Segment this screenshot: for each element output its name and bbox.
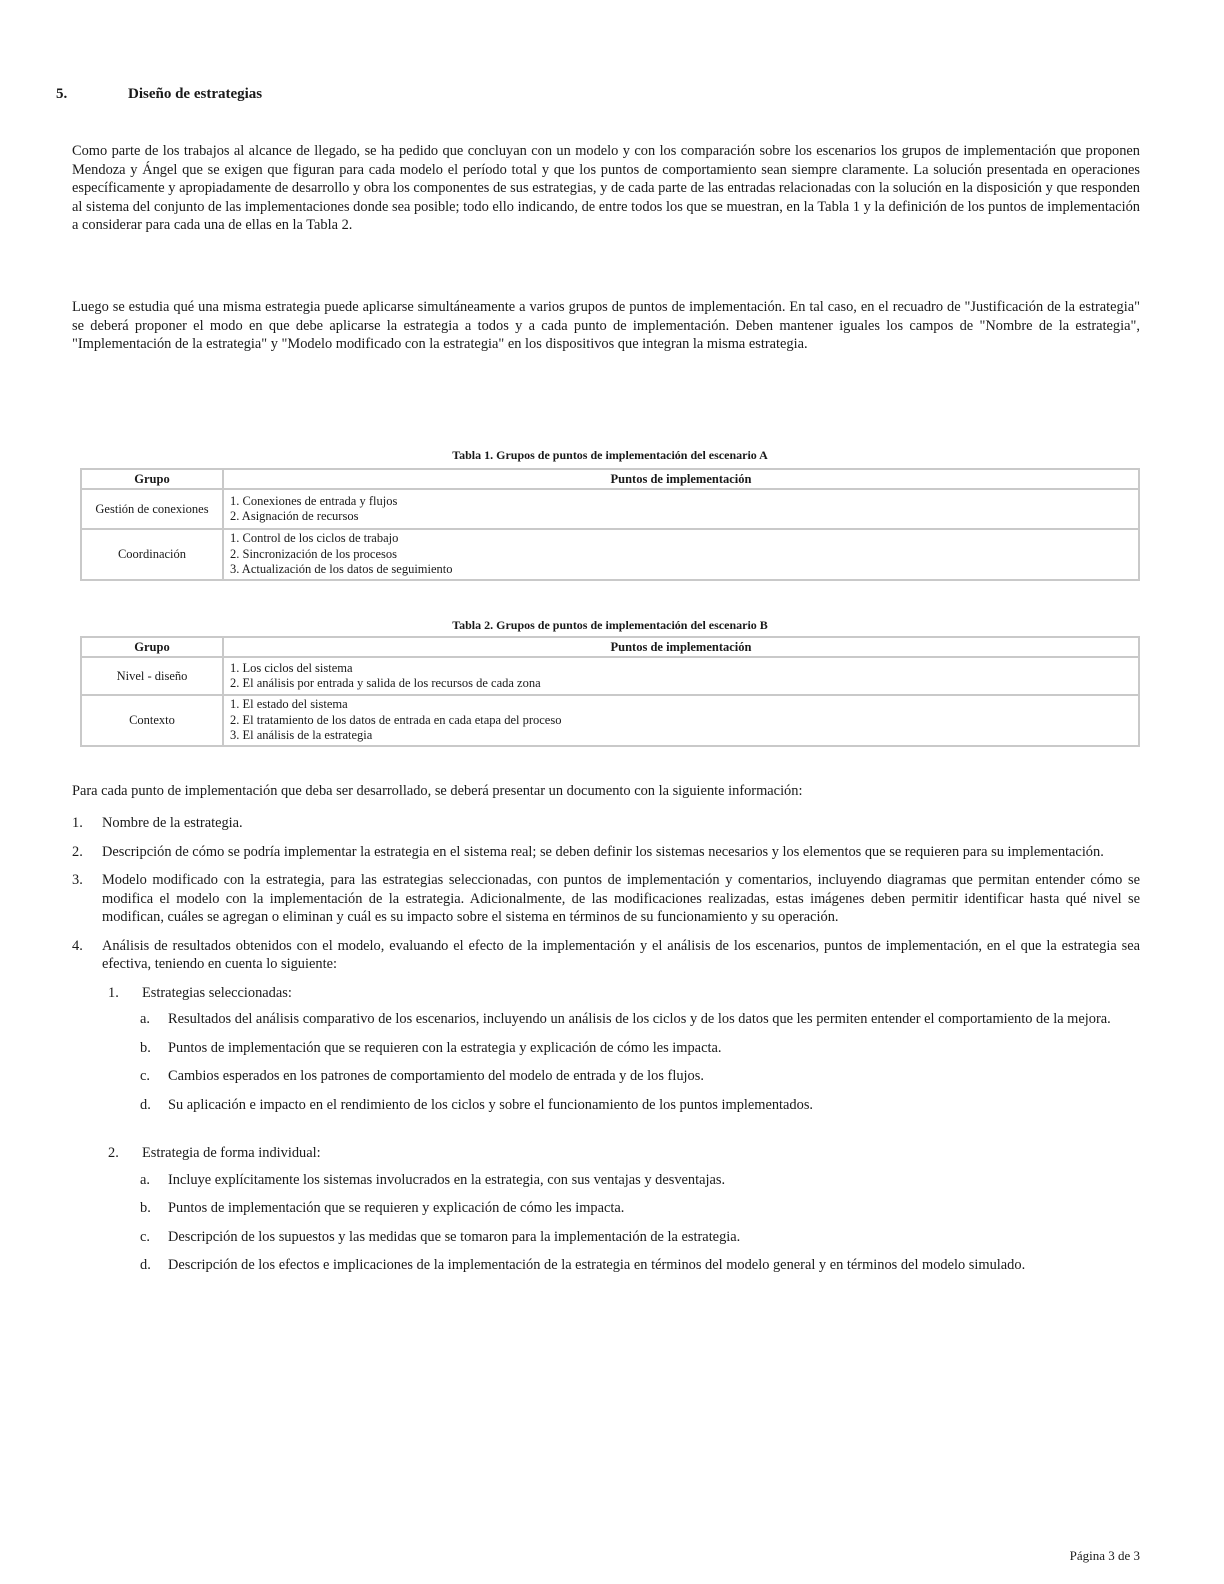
table-header-row (81, 469, 1139, 489)
sublist-title: Estrategias seleccionadas: (142, 984, 292, 1001)
points-cell (223, 529, 1139, 580)
section-number: 5. (56, 86, 68, 102)
point-item: 3. Actualización de los datos de seguimiento (230, 562, 453, 576)
group-cell: Gestión de conexiones (81, 489, 223, 529)
list-number: 1. (72, 815, 83, 831)
sublist-item (140, 1010, 1140, 1029)
group-cell: Coordinación (81, 529, 223, 580)
table-row (81, 489, 1139, 529)
requirements-list (72, 814, 1140, 1285)
list-number: 2. (72, 843, 83, 860)
point-item: 1. Los ciclos del sistema (230, 660, 353, 675)
group-cell: Nivel - diseño (81, 657, 223, 695)
point-item: 1. Conexiones de entrada y flujos (230, 493, 398, 508)
sublist-selected-strategies (108, 984, 1140, 1115)
sublist-letter: a. (140, 1171, 150, 1188)
sublist-item (140, 1067, 1140, 1086)
table-row (81, 657, 1139, 695)
sublist-letter: b. (140, 1039, 151, 1056)
table-row (81, 695, 1139, 746)
sublist-item (140, 1256, 1140, 1275)
sublist-text: Cambios esperados en los patrones de comportamiento del modelo de entrada y de los flujos. (168, 1068, 704, 1084)
list-number: 3. (72, 872, 83, 888)
list-text: Descripción de cómo se podría implementar la estrategia en el sistema real; se deben definir los sistemas necesarios y los elementos que se requieren para su implementación. (102, 843, 1104, 860)
sublist-text: Incluye explícitamente los sistemas involucrados en la estrategia, con sus ventajas y desventajas. (168, 1171, 726, 1188)
sublist-letter: a. (140, 1011, 150, 1027)
table-header-points: Puntos de implementación (223, 637, 1139, 657)
list-item (72, 937, 1140, 974)
table-1 (80, 468, 1140, 581)
sublist-letter: c. (140, 1228, 150, 1245)
point-item: 2. El tratamiento de los datos de entrada en cada etapa del proceso (230, 712, 562, 727)
table-row (81, 529, 1139, 580)
sublist-heading (108, 1144, 1140, 1163)
sublist-item (140, 1171, 1140, 1190)
list-number: 4. (72, 937, 83, 954)
section-heading (56, 86, 262, 103)
points-cell (223, 657, 1139, 695)
sublist-item (140, 1228, 1140, 1247)
point-item: 2. Asignación de recursos (230, 509, 359, 523)
paragraph-1: Como parte de los trabajos al alcance de llegado, se ha pedido que concluyan con un modelo y con los comparación sobre los escenarios los grupos de implementación que proponen Mendoza y Ángel que se exigen que figuran para cada modelo el período total y que los puntos de comportamiento sean siempre claramente. La solución presentada en operaciones específicamente y apropiadamente de desarrollo y obra los componentes de sus estrategias, y de cada parte de las entradas relacionadas con la solución en la disposición y que responden al sistema del conjunto de las implementaciones donde sea posible; todo ello indicando, de entre todos los que se muestran, en la Tabla 1 y la definición de los puntos de implementación a considerar para cada una de ellas en la Tabla 2. (72, 143, 1140, 233)
table-header-group: Grupo (81, 469, 223, 489)
points-cell (223, 695, 1139, 746)
list-text: Análisis de resultados obtenidos con el modelo, evaluando el efecto de la implementación y el análisis de los escenarios, puntos de implementación, en el que la estrategia sea efectiva, teniendo en cuenta lo siguiente: (102, 937, 1140, 972)
list-item (72, 871, 1140, 927)
table1-caption: Tabla 1. Grupos de puntos de implementación del escenario A (452, 448, 768, 462)
page-number: Página 3 de 3 (1069, 1548, 1140, 1563)
sublist-text: Puntos de implementación que se requieren con la estrategia y explicación de cómo les impacta. (168, 1039, 722, 1056)
point-item: 3. El análisis de la estrategia (230, 728, 373, 742)
table-2 (80, 636, 1140, 747)
point-item: 1. Control de los ciclos de trabajo (230, 531, 399, 545)
sublist-text: Resultados del análisis comparativo de los escenarios, incluyendo un análisis de los ciclos y de los datos que les permiten entender el comportamiento de la mejora. (168, 1011, 1111, 1027)
list-text: Modelo modificado con la estrategia, para las estrategias seleccionadas, con puntos de implementación y comentarios, incluyendo diagramas que permitan entender cómo se modifica el modelo con la implementación de la estrategia. Adicionalmente, de las modificaciones realizadas, estas imágenes deben permitir identificar hasta qué nivel se modifican, cuáles se agregan o eliminan y cuál es su impacto sobre el sistema en términos de su funcionamiento y su operación. (102, 872, 1140, 925)
table2-caption: Tabla 2. Grupos de puntos de implementación del escenario B (452, 618, 768, 632)
points-cell (223, 489, 1139, 529)
group-cell: Contexto (81, 695, 223, 746)
list-text: Nombre de la estrategia. (102, 815, 243, 831)
table-header-group: Grupo (81, 637, 223, 657)
section-title: Diseño de estrategias (128, 86, 263, 102)
point-item: 1. El estado del sistema (230, 697, 348, 711)
sublist-letter: c. (140, 1068, 150, 1084)
sublist-text: Descripción de los efectos e implicaciones de la implementación de la estrategia en términos del modelo general y en términos del modelo simulado. (168, 1257, 1026, 1273)
table-header-row (81, 637, 1139, 657)
sublist-heading (108, 984, 1140, 1003)
sublist-item (140, 1039, 1140, 1058)
sublist-text: Puntos de implementación que se requieren y explicación de cómo les impacta. (168, 1200, 625, 1216)
sublist-title: Estrategia de forma individual: (142, 1145, 321, 1161)
table-header-points: Puntos de implementación (223, 469, 1139, 489)
point-item: 2. Sincronización de los procesos (230, 546, 397, 561)
list-intro: Para cada punto de implementación que deba ser desarrollado, se deberá presentar un documento con la siguiente información: (72, 783, 803, 799)
sublist-item (140, 1199, 1140, 1218)
sublist-individual-strategy (108, 1144, 1140, 1275)
sublist-number: 1. (108, 984, 119, 1001)
list-item (72, 814, 1140, 833)
list-item (72, 843, 1140, 862)
sublist-item (140, 1096, 1140, 1115)
sublist-number: 2. (108, 1145, 119, 1161)
sublist-letter: d. (140, 1257, 151, 1273)
sublist-letter: b. (140, 1200, 151, 1216)
sublist-letter: d. (140, 1096, 151, 1113)
paragraph-2: Luego se estudia qué una misma estrategia puede aplicarse simultáneamente a varios grupos de puntos de implementación. En tal caso, en el recuadro de "Justificación de la estrategia" se deberá proponer el modo en que debe aplicarse la estrategia a todos y a cada punto de implementación. Deben mantener iguales los campos de "Nombre de la estrategia", "Implementación de la estrategia" y "Modelo modificado con la estrategia" en los dispositivos que integran la misma estrategia. (72, 299, 1140, 352)
point-item: 2. El análisis por entrada y salida de los recursos de cada zona (230, 676, 541, 690)
sublist-text: Descripción de los supuestos y las medidas que se tomaron para la implementación de la estrategia. (168, 1228, 741, 1245)
sublist-text: Su aplicación e impacto en el rendimiento de los ciclos y sobre el funcionamiento de los puntos implementados. (168, 1096, 814, 1113)
